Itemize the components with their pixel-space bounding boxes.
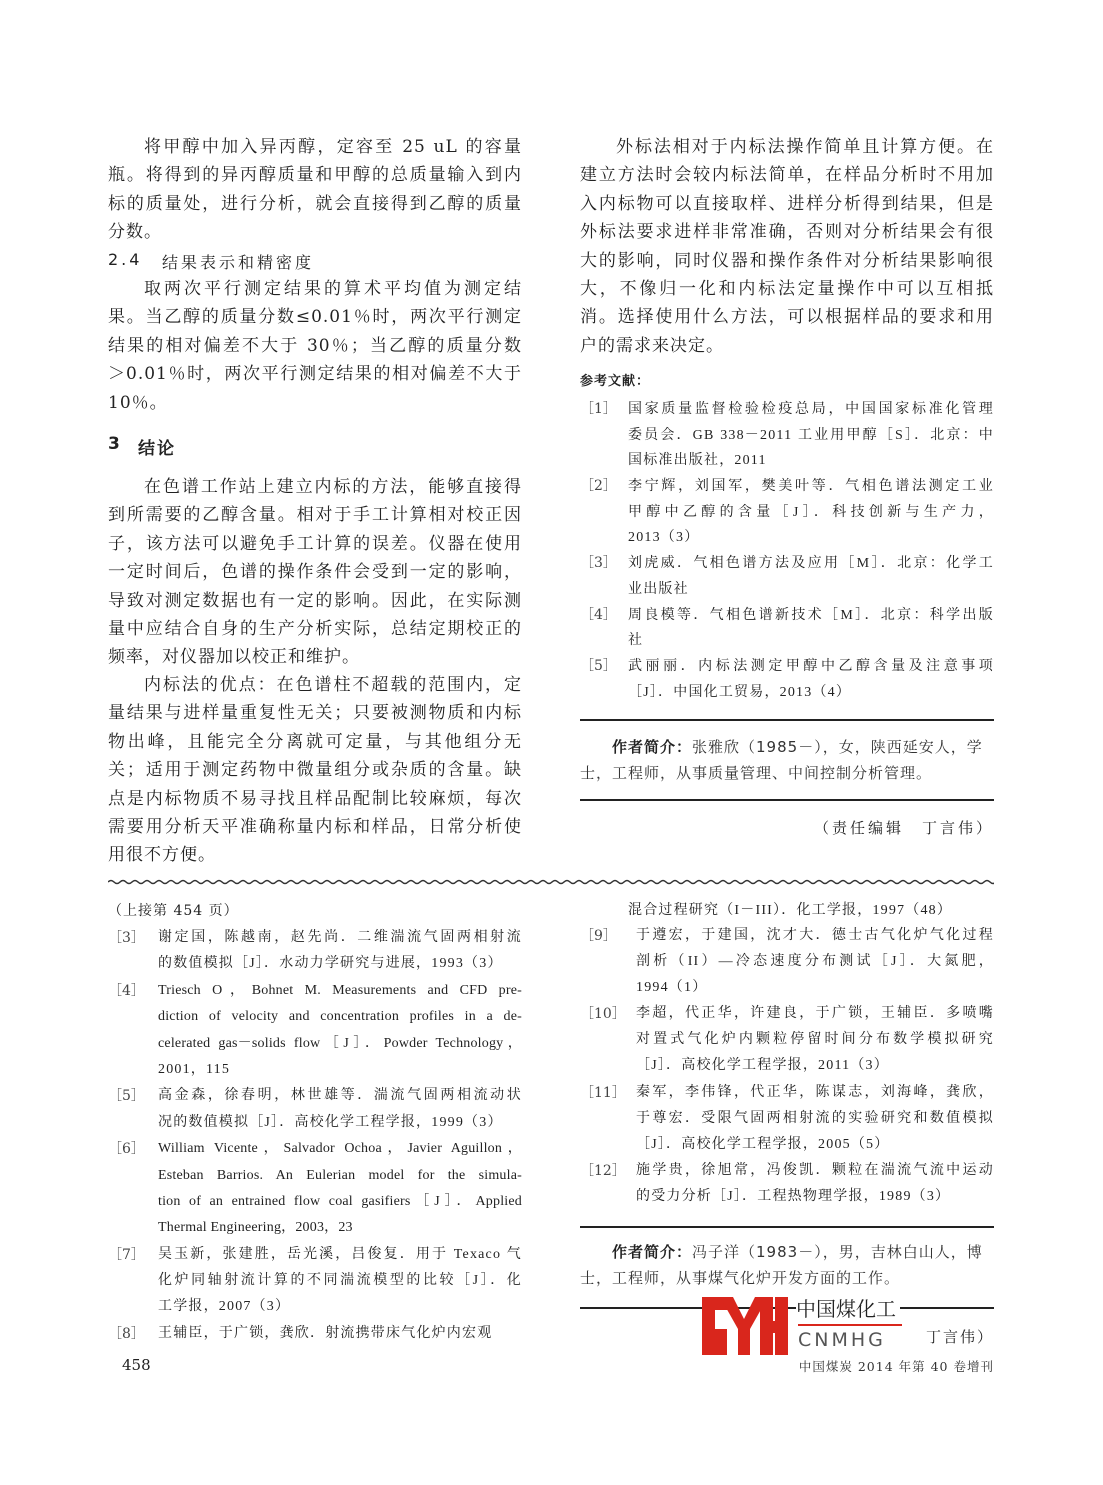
reference-item <box>580 1001 994 1079</box>
cnmhg-watermark-logo <box>702 1297 912 1357</box>
reference-line: 甲醇中乙醇的含量［J］．科技创新与生产力， <box>628 504 994 520</box>
paragraph-2 <box>108 275 522 417</box>
wavy-separator <box>108 877 994 887</box>
reference-line: 混合过程研究（I－III）．化工学报，1997（48） <box>628 903 953 918</box>
reference-line: 社 <box>628 633 644 649</box>
reference-item <box>108 1083 522 1136</box>
reference-line: 谢定国，陈越南，赵先尚．二维湍流气固两相射流 <box>158 930 522 945</box>
reference-continued-line <box>580 897 994 925</box>
reference-item <box>108 978 522 1084</box>
reference-line: 工学报，2007（3） <box>158 1299 291 1315</box>
text-line: 频率，对仪器加以校正和维护。 <box>108 647 360 668</box>
author-bio-2 <box>580 1239 994 1291</box>
text-line: 分数。 <box>108 222 162 243</box>
text-line: 大的影响，同时仪器和操作条件对分析结果影响很 <box>580 250 994 271</box>
reference-item <box>580 397 994 474</box>
reference-line: 委员会．GB 338－2011 工业用甲醇［S］．北京：中 <box>628 427 994 443</box>
divider <box>580 1226 994 1228</box>
reference-line: William Vicente，Salvador Ochoa，Javier Aguillon， <box>158 1141 522 1157</box>
author-label: 作者简介： <box>612 738 693 756</box>
text-line: 果。当乙醇的质量分数≤0.01％时，两次平行测定 <box>108 307 522 328</box>
reference-item <box>108 925 522 978</box>
text-line: 建立方法时会较内标法简单，在样品分析时不用加 <box>580 165 994 186</box>
text-line: 内标法的优点：在色谱柱不超载的范围内，定 <box>144 675 522 695</box>
paragraph-3 <box>108 473 522 672</box>
reference-list-continued <box>108 925 522 1347</box>
mh-logo-icon <box>702 1297 788 1355</box>
reference-number: ［3］ <box>580 555 617 572</box>
text-line: 点是内标物质不易寻找且样品配制比较麻烦，每次 <box>108 788 522 809</box>
reference-line: Triesch O，Bohnet M. Measurements and CFD pre- <box>158 982 522 998</box>
reference-item <box>108 1321 522 1347</box>
reference-number: ［12］ <box>580 1162 626 1179</box>
section-number-3: 3 <box>108 434 122 454</box>
reference-line: 施学贵，徐旭常，冯俊凯．颗粒在湍流气流中运动 <box>636 1162 994 1178</box>
reference-line: celerated gas－solids flow［J］．Powder Technology， <box>158 1035 522 1051</box>
text-line: 户的需求来决定。 <box>580 335 724 356</box>
reference-line: 吴玉新，张建胜，岳光溪，吕俊复．用于 Texaco 气 <box>158 1246 522 1262</box>
text-line: 瓶。将得到的异丙醇质量和甲醇的总质量输入到内 <box>108 165 522 186</box>
reference-number: ［2］ <box>580 478 617 495</box>
page-number: 458 <box>122 1356 151 1374</box>
text-line: 取两次平行测定结果的算术平均值为测定结 <box>144 279 522 299</box>
section-number-2-4: 2.4 <box>108 250 143 269</box>
watermark-en-text: CNMHG <box>798 1329 886 1351</box>
section-heading-2-4: 结果表示和精密度 <box>162 253 315 272</box>
text-line: ＞0.01％时，两次平行测定结果的相对偏差不大于 <box>108 364 522 385</box>
reference-line: ［J］．中国化工贸易，2013（4） <box>628 684 852 700</box>
paragraph-1 <box>108 133 522 247</box>
reference-line: 李超，代正华，许建良，于广锁，王辅臣．多喷嘴 <box>636 1006 994 1022</box>
reference-item <box>580 474 994 551</box>
reference-item <box>580 923 994 1001</box>
reference-line: tion of an entrained flow coal gasifiers［J］．Applied <box>158 1193 522 1209</box>
reference-line: 国标准出版社，2011 <box>628 453 767 469</box>
paragraph-external-standard <box>580 133 994 360</box>
reference-list <box>580 397 994 705</box>
reference-list-right <box>580 923 994 1210</box>
reference-line: 高金森，徐春明，林世雄等．湍流气固两相流动状 <box>158 1088 522 1104</box>
text-line: 物出峰，且能完全分离就可定量，与其他组分无 <box>108 731 522 752</box>
reference-item <box>108 1136 522 1242</box>
reference-number: ［5］ <box>108 1088 145 1105</box>
reference-line: 况的数值模拟［J］．高校化学工程学报，1999（3） <box>158 1114 503 1130</box>
text-line: 将甲醇中加入异丙醇，定容至 25 uL 的容量 <box>144 137 522 157</box>
reference-line: 李宁辉，刘国军，樊美叶等．气相色谱法测定工业 <box>628 479 994 495</box>
reference-number: ［4］ <box>108 982 145 999</box>
reference-number: ［8］ <box>108 1325 145 1342</box>
reference-line: ［J］．高校化学工程学报，2011（3） <box>636 1058 889 1074</box>
text-line: 在色谱工作站上建立内标的方法，能够直接得 <box>144 477 522 497</box>
reference-line: 对置式气化炉内颗粒停留时间分布数学模拟研究 <box>636 1032 994 1048</box>
reference-line: 王辅臣，于广锁，龚欣．射流携带床气化炉内宏观 <box>158 1325 493 1341</box>
reference-line: 2013（3） <box>628 530 700 546</box>
text-line: 量结果与进样量重复性无关；只要被测物质和内标 <box>108 703 522 724</box>
watermark-cn-text: 中国煤化工 <box>796 1297 900 1321</box>
text-line: 一定时间后，色谱的操作条件会受到一定的影响， <box>108 562 522 583</box>
reference-number: ［6］ <box>108 1141 145 1158</box>
text-line: 标的质量处，进行分析，就会直接得到乙醇的质量 <box>108 193 522 214</box>
text-line: 需要用分析天平准确称量内标和样品，日常分析使 <box>108 816 522 837</box>
divider <box>580 799 994 801</box>
text-line: 10％。 <box>108 392 168 413</box>
reference-line: 1994（1） <box>636 980 708 996</box>
reference-item <box>580 551 994 602</box>
text-line: 入内标物可以直接取样、进样分析得到结果，但是 <box>580 193 994 214</box>
text-line: 导致对测定数据也有一定的影响。因此，在实际测 <box>108 590 522 611</box>
paragraph-4 <box>108 671 522 870</box>
reference-number: ［10］ <box>580 1006 626 1023</box>
author-bio <box>580 734 994 786</box>
author-text: 冯子洋（1983－），男，吉林白山人，博士，工程师，从事煤气化炉开发方面的工作。 <box>580 1243 983 1287</box>
reference-line: ［J］．高校化学工程学报，2005（5） <box>636 1136 890 1152</box>
reference-item <box>580 654 994 705</box>
text-line: 用很不方便。 <box>108 845 216 866</box>
reference-line: 业出版社 <box>628 581 689 597</box>
author-label: 作者简介： <box>612 1243 693 1261</box>
references-title: 参考文献： <box>580 374 651 389</box>
text-line: 外标法相对于内标法操作简单且计算方便。在 <box>616 137 994 157</box>
reference-item <box>580 603 994 654</box>
text-line: 到所需要的乙醇含量。相对于手工计算相对校正因 <box>108 505 522 526</box>
text-line: 消。选择使用什么方法，可以根据样品的要求和用 <box>580 307 994 328</box>
reference-line: 武丽丽．内标法测定甲醇中乙醇含量及注意事项 <box>628 658 994 674</box>
text-line: 结果的相对偏差不大于 30％；当乙醇的质量分数 <box>108 335 522 356</box>
reference-number: ［11］ <box>580 1084 626 1101</box>
text-line: 关；适用于测定药物中微量组分或杂质的含量。缺 <box>108 760 522 781</box>
section-heading-3: 结论 <box>138 439 176 459</box>
reference-line: 刘虎威．气相色谱方法及应用［M］．北京：化学工 <box>628 556 994 572</box>
reference-number: ［4］ <box>580 606 617 623</box>
author-text: 张雅欣（1985－），女，陕西延安人，学士，工程师，从事质量管理、中间控制分析管理。 <box>580 738 983 782</box>
reference-number: ［1］ <box>580 401 617 417</box>
reference-line: Thermal Engineering，2003，23 <box>158 1220 353 1236</box>
reference-item <box>580 1158 994 1210</box>
reference-line: 2001，115 <box>158 1061 231 1077</box>
reference-line: diction of velocity and concentration profiles in a de- <box>158 1009 522 1025</box>
editor-credit: （责任编辑 丁言伟） <box>813 819 994 837</box>
continued-from-note: （上接第 454 页） <box>108 903 239 919</box>
reference-line: 于遵宏，于建国，沈才大．德士古气化炉气化过程 <box>636 928 994 943</box>
reference-line: 的数值模拟［J］．水动力学研究与进展，1993（3） <box>158 956 503 972</box>
reference-item <box>580 1080 994 1158</box>
reference-line: 化炉同轴射流计算的不同湍流模型的比较［J］．化 <box>158 1273 522 1289</box>
reference-number: ［5］ <box>580 657 617 674</box>
text-line: 外标法要求进样非常准确，否则对分析结果会有很 <box>580 222 994 243</box>
text-line: 大，不像归一化和内标法定量操作中可以互相抵 <box>580 278 994 299</box>
reference-number: ［7］ <box>108 1246 145 1263</box>
journal-footer: 中国煤炭 2014 年第 40 卷增刊 <box>798 1359 994 1374</box>
reference-number: ［3］ <box>108 930 145 946</box>
reference-line: 剖析（II）—冷态速度分布测试［J］．大氮肥， <box>636 954 994 970</box>
watermark-underline <box>798 1324 902 1326</box>
editor-credit-2: 丁言伟） <box>925 1328 994 1346</box>
divider <box>580 719 994 721</box>
reference-item <box>108 1242 522 1321</box>
text-line: 子，该方法可以避免手工计算的误差。仪器在使用 <box>108 533 522 554</box>
reference-number: ［9］ <box>580 928 617 944</box>
reference-line: 秦军，李伟锋，代正华，陈谋志，刘海峰，龚欣， <box>636 1084 994 1100</box>
text-line: 量中应结合自身的生产分析实际，总结定期校正的 <box>108 618 522 639</box>
reference-line: 于尊宏．受限气固两相射流的实验研究和数值模拟 <box>636 1110 994 1126</box>
reference-line: 周良模等．气相色谱新技术［M］．北京：科学出版 <box>628 607 994 623</box>
reference-line: Esteban Barrios. An Eulerian model for the simula- <box>158 1167 522 1183</box>
reference-line: 的受力分析［J］．工程热物理学报，1989（3） <box>636 1188 951 1204</box>
reference-line: 国家质量监督检验检疫总局，中国国家标准化管理 <box>628 402 994 417</box>
